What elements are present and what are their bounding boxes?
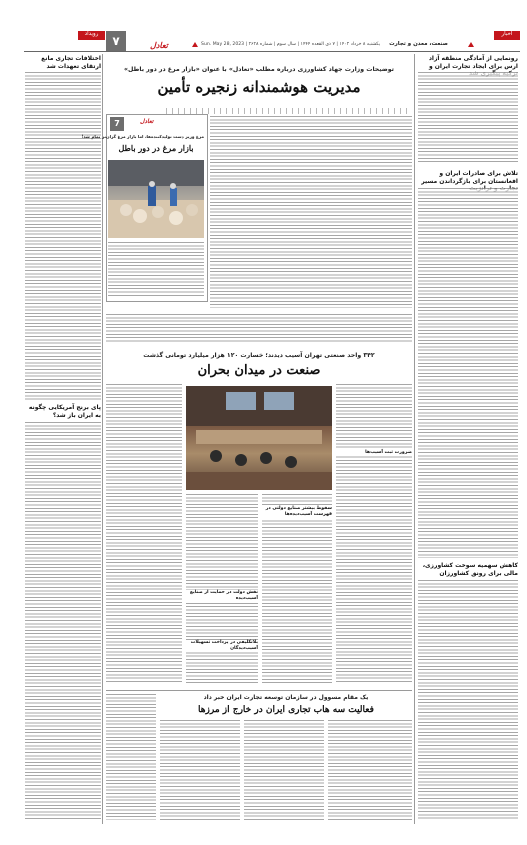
right-title-1: رونمایی از آمادگی منطقه آزاد ارس برای ایجاد تجارت ایران و [428,55,518,70]
page-number: ۷ [106,31,126,51]
section-center: صنعت، معدن و تجارت [389,41,448,47]
reprint-logo: تعادل [140,118,154,125]
sub-head-3: نقش دولت در حمایت از صنایع آسیب‌دیده [186,590,258,602]
text-block [160,720,240,820]
second-kicker: ۳۴۲ واحد صنعتی تهران آسیب دیدند؛ خسارت ۱۲۰ هزار میلیارد تومانی گذشت [143,352,375,359]
photo-illustration [186,386,332,490]
text-block [25,72,101,400]
triangle-icon [192,42,198,47]
main-kicker: توضیحات وزارت جهاد کشاورزی درباره مطلب «تعادل» با عنوان «بازار مرغ در دور باطل» [124,66,394,73]
column-divider [414,54,415,824]
reprint-title: بازار مرغ در دور باطل [118,143,194,153]
text-block [108,242,204,298]
sub-head-4: بلاتکلیفی در پرداخت تسهیلات آسیب‌دیدگان [186,640,258,652]
section-rule [106,690,412,691]
text-block [418,72,518,164]
text-block [336,384,412,684]
section-tab-right [494,31,520,40]
main-title: مدیریت هوشمندانه زنجیره تأمین [157,78,361,96]
text-block [262,494,332,684]
section-tab-left [78,31,105,40]
text-block [25,422,101,820]
header-rule [24,51,520,52]
bottom-kicker: یک مقام مسوول در سازمان توسعه تجارت ایران خبر داد [203,694,369,701]
sub-head-1: سقوط بیشتر صنایع دولتی در فهرست آسیب‌دیده‌ها [262,506,332,518]
text-block [106,384,182,684]
second-title: صنعت در میدان بحران [197,363,321,378]
meeting-photo [186,386,332,490]
chicken-factory-photo [108,160,204,238]
text-block [186,494,258,684]
section-right-label: اخبار [501,31,513,37]
text-block [210,116,412,308]
right-title-2: تلاش برای صادرات ایران و افغانستان برای بازگرداندن مسیر [421,170,518,185]
text-block [106,694,156,820]
bottom-title: فعالیت سه هاب تجاری ایران در خارج از مرزها [198,705,374,715]
text-block [244,720,324,820]
triangle-icon [468,42,474,47]
text-block [418,580,518,820]
left-title-2: پای برنج آمریکایی چگونه به ایران باز شد؟ [28,404,101,419]
sub-head-2: ضرورت ثبت آسیب‌ها [336,450,412,456]
date-line: یکشنبه ۸ خرداد ۱۴۰۲ | ۷ ذی القعده ۱۴۴۴ | سال سوم | شماره ۲۶۲۸ | Sun. May 28, 2023 [201,42,380,47]
text-block [328,720,412,820]
right-title-3: کاهش سهمیه سوخت کشاورزی، مالی برای رونق کشاورزان [422,562,518,577]
reprint-page-number: 7 [110,117,124,131]
newspaper-logo: تعادل [150,40,168,50]
left-title-1: اختلافات تجاری مانع ارتقای تعهدات شد [41,55,101,70]
column-divider [102,54,103,824]
photo-illustration [108,160,204,238]
text-block [418,188,518,558]
section-left-label: رویداد [84,31,99,37]
text-block [106,314,412,342]
reprint-kicker: مرغ وزیر دست تولیدکننده‌ها، اما بازار مرغ گران‌تر تمام شد! [81,134,204,139]
